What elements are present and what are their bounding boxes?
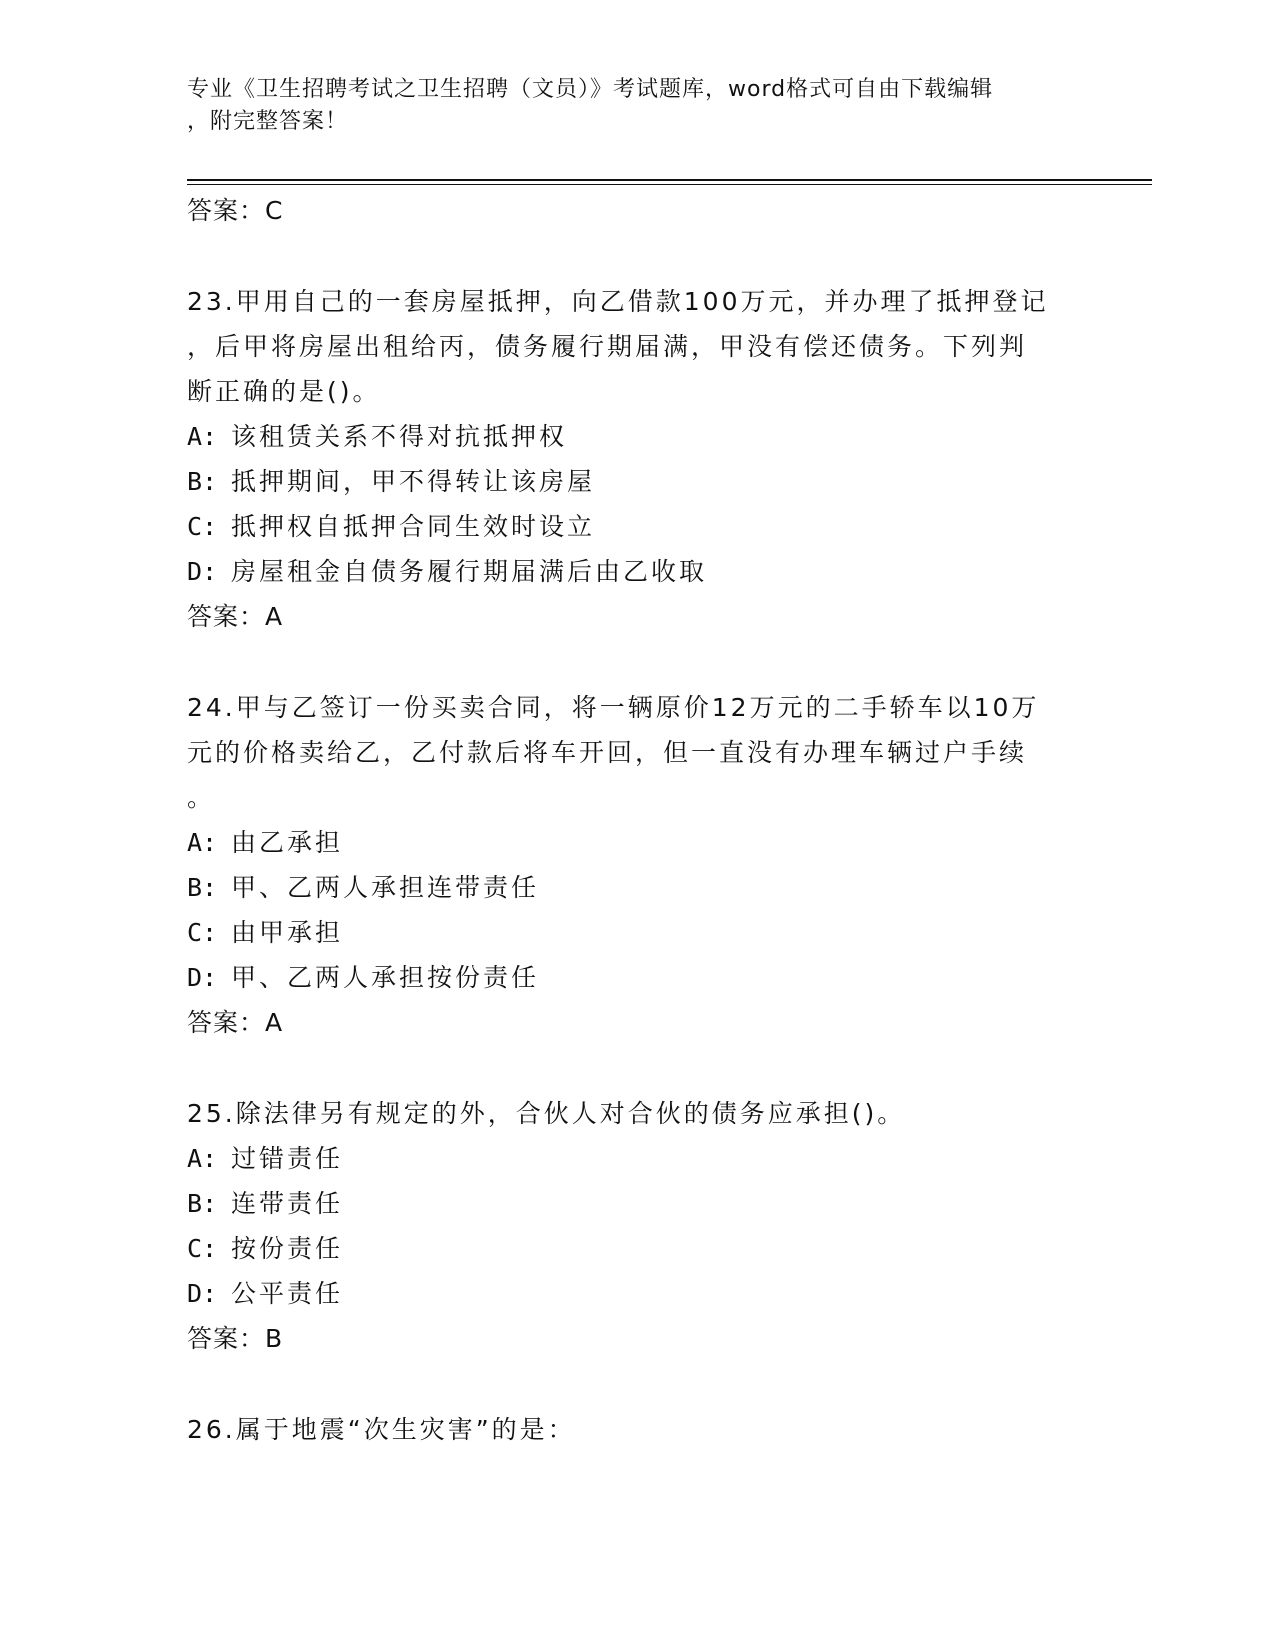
option-letter: D: xyxy=(187,557,218,586)
option-letter: A: xyxy=(187,422,218,451)
option-letter: C: xyxy=(187,918,218,947)
option-text: 甲、乙两人承担连带责任 xyxy=(231,873,540,902)
question-text-line: 24.甲与乙签订一份买卖合同，将一辆原价12万元的二手轿车以10万 xyxy=(187,693,1040,722)
option-text: 抵押期间，甲不得转让该房屋 xyxy=(231,467,596,496)
question-26 xyxy=(187,1407,1087,1452)
option-c xyxy=(187,910,1087,955)
option-letter: C: xyxy=(187,1234,218,1263)
option-text: 按份责任 xyxy=(231,1234,344,1263)
header-divider-thin xyxy=(187,184,1152,185)
option-letter: B: xyxy=(187,1189,218,1218)
question-text-line: 断正确的是()。 xyxy=(187,377,381,406)
option-a xyxy=(187,820,1087,865)
question-text-line: 。 xyxy=(187,783,216,812)
question-23 xyxy=(187,279,1087,640)
option-text: 连带责任 xyxy=(231,1189,344,1218)
option-letter: A: xyxy=(187,828,218,857)
option-c xyxy=(187,1226,1087,1271)
option-text: 公平责任 xyxy=(231,1279,344,1308)
header-divider-thick xyxy=(187,179,1152,181)
question-24 xyxy=(187,685,1087,1046)
option-text: 房屋租金自债务履行期届满后由乙收取 xyxy=(231,557,708,586)
option-d xyxy=(187,955,1087,1000)
header-line-2: ，附完整答案！ xyxy=(187,109,349,134)
option-b xyxy=(187,1181,1087,1226)
option-d xyxy=(187,549,1087,594)
option-letter: D: xyxy=(187,963,218,992)
option-letter: B: xyxy=(187,467,218,496)
answer-line: 答案：A xyxy=(187,1008,284,1037)
option-d xyxy=(187,1271,1087,1316)
option-letter: A: xyxy=(187,1144,218,1173)
header-line-1: 专业《卫生招聘考试之卫生招聘（文员）》考试题库，word格式可自由下载编辑 xyxy=(187,77,994,102)
question-text-line: 25.除法律另有规定的外，合伙人对合伙的债务应承担()。 xyxy=(187,1099,906,1128)
question-text-line: 23.甲用自己的一套房屋抵押，向乙借款100万元，并办理了抵押登记 xyxy=(187,287,1049,316)
question-25 xyxy=(187,1091,1087,1362)
question-text-line: ，后甲将房屋出租给丙，债务履行期届满，甲没有偿还债务。下列判 xyxy=(187,332,1028,361)
question-text-line: 26.属于地震“次生灾害”的是： xyxy=(187,1415,576,1444)
option-text: 抵押权自抵押合同生效时设立 xyxy=(231,512,596,541)
option-text: 过错责任 xyxy=(231,1144,344,1173)
question-list xyxy=(187,188,1087,1452)
option-c xyxy=(187,504,1087,549)
answer-line: 答案：B xyxy=(187,1324,284,1353)
option-letter: C: xyxy=(187,512,218,541)
question-text-line: 元的价格卖给乙，乙付款后将车开回，但一直没有办理车辆过户手续 xyxy=(187,738,1028,767)
previous-answer: 答案：C xyxy=(187,196,284,225)
option-text: 由乙承担 xyxy=(231,828,344,857)
option-text: 由甲承担 xyxy=(231,918,344,947)
option-text: 甲、乙两人承担按份责任 xyxy=(231,963,540,992)
option-letter: B: xyxy=(187,873,218,902)
answer-line: 答案：A xyxy=(187,602,284,631)
option-b xyxy=(187,459,1087,504)
option-a xyxy=(187,414,1087,459)
option-letter: D: xyxy=(187,1279,218,1308)
option-text: 该租赁关系不得对抗抵押权 xyxy=(231,422,568,451)
option-a xyxy=(187,1136,1087,1181)
option-b xyxy=(187,865,1087,910)
document-header xyxy=(187,74,1067,138)
